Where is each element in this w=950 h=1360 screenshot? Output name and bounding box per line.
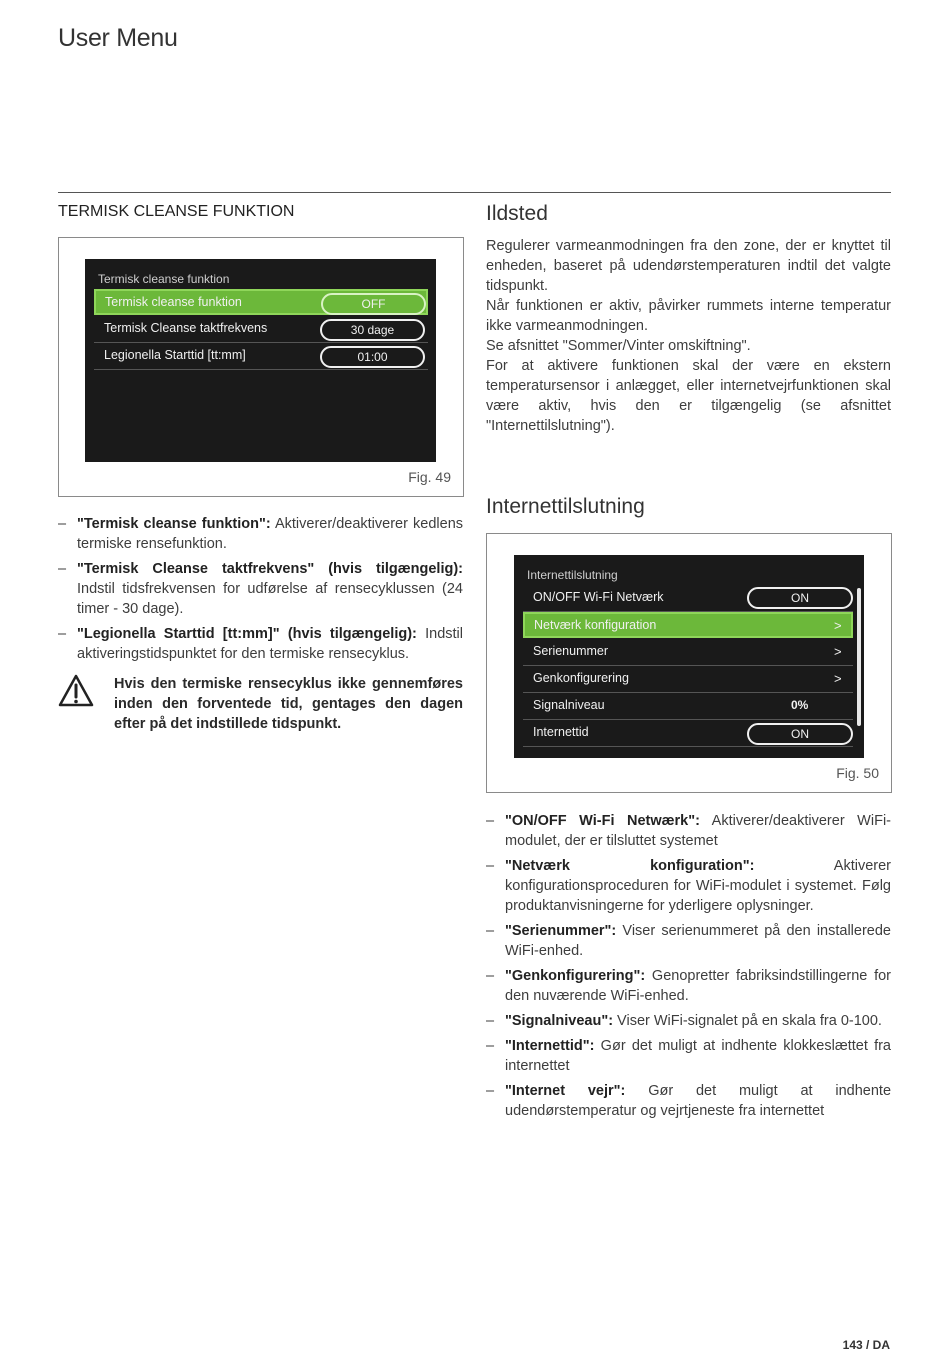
paragraph: For at aktivere funktionen skal der være en ekstern temperatursensor i anlægget, eller internetvejrfunktionen skal være aktiv, hvis den er tilgængelig (se afsnittet "Internettilslutning").: [486, 358, 891, 434]
list-item: – "Internet vejr": Gør det muligt at indhente udendørstemperatur og vejrtjeneste fra internettet: [486, 1083, 892, 1119]
warning-block: [58, 672, 463, 742]
menu-row-label: Serienummer: [533, 644, 609, 658]
list-item: – "Legionella Starttid [tt:mm]" (hvis tilgængelig): Indstil aktiveringstidspunktet for den termiske rensecyklus.: [58, 626, 463, 662]
menu-row-legionella[interactable]: [94, 343, 428, 370]
menu-row-label: Legionella Starttid [tt:mm]: [104, 348, 246, 362]
menu-row-signalniveau: [523, 693, 853, 720]
paragraph: Se afsnittet "Sommer/Vinter omskiftning".: [486, 338, 751, 354]
list-item: – "Signalniveau": Viser WiFi-signalet på en skala fra 0-100.: [486, 1013, 882, 1029]
paragraph: Når funktionen er aktiv, påvirker rummets interne temperatur ikke varmeanmodningen.: [486, 298, 891, 334]
display-screen: [85, 259, 436, 462]
figure-50: [486, 533, 892, 793]
menu-row-label: Netværk konfiguration: [534, 618, 657, 632]
paragraph: Regulerer varmeanmodningen fra den zone, der er knyttet til enheden, baseret på udendørstemperaturen indtil det valgte tidspunkt.: [486, 238, 891, 294]
signal-value: 0%: [791, 698, 809, 712]
list-item: – "Genkonfigurering": Genopretter fabriksindstillingerne for den nuværende WiFi-enhed.: [486, 968, 891, 1004]
menu-row-netvaerk-konfiguration[interactable]: [523, 612, 853, 638]
display-screen: [514, 555, 864, 758]
screen-title: Internettilslutning: [527, 568, 618, 582]
menu-row-label: Signalniveau: [533, 698, 605, 712]
right-bullet-list: [486, 811, 891, 1126]
page-header-title: User Menu: [58, 24, 178, 52]
menu-row-termisk-cleanse[interactable]: [94, 289, 428, 315]
menu-row-label: Genkonfigurering: [533, 671, 629, 685]
value-pill: 01:00: [320, 346, 425, 368]
figure-caption: Fig. 50: [836, 765, 879, 781]
value-pill: ON: [747, 587, 853, 609]
menu-row-label: Termisk Cleanse taktfrekvens: [104, 321, 268, 335]
screen-title: Termisk cleanse funktion: [98, 272, 230, 286]
list-item: – "ON/OFF Wi-Fi Netwærk": Aktiverer/deaktiverer WiFi-modulet, der er tilsluttet systemet: [486, 813, 891, 849]
list-item: – "Termisk cleanse funktion": Aktiverer/deaktiverer kedlens termiske rensefunktion.: [58, 516, 464, 552]
chevron-right-icon: >: [834, 644, 842, 659]
figure-49: [58, 237, 464, 497]
warning-triangle-icon: [58, 674, 94, 708]
menu-row-label: Termisk cleanse funktion: [105, 295, 242, 309]
section-divider: [58, 192, 891, 193]
menu-row-genkonfigurering[interactable]: [523, 666, 853, 693]
list-item: – "Internettid": Gør det muligt at indhente klokkeslættet fra internettet: [486, 1038, 891, 1074]
menu-row-serienummer[interactable]: [523, 639, 853, 666]
menu-row-label: ON/OFF Wi-Fi Netværk: [533, 590, 664, 604]
left-bullet-list: [58, 514, 463, 669]
value-pill: 30 dage: [320, 319, 425, 341]
section-title-internettilslutning: Internettilslutning: [486, 495, 645, 518]
chevron-right-icon: >: [834, 671, 842, 686]
page-number: 143 / DA: [842, 1338, 890, 1352]
chevron-right-icon: >: [834, 618, 842, 633]
section-title-termisk: TERMISK CLEANSE FUNKTION: [58, 203, 295, 220]
value-pill: OFF: [321, 293, 426, 315]
list-item: – "Netværk konfiguration": Aktiverer konfigurationsproceduren for WiFi-modulet i systemet. Følg produktanvisningerne for yderligere oplysninger.: [486, 858, 892, 914]
menu-row-label: Internettid: [533, 725, 589, 739]
ildsted-text: [486, 236, 891, 436]
menu-row-wifi-onoff[interactable]: [523, 585, 853, 612]
scrollbar[interactable]: [857, 588, 861, 726]
value-pill: ON: [747, 723, 853, 745]
menu-row-taktfrekvens[interactable]: [94, 316, 428, 343]
list-item: – "Serienummer": Viser serienummeret på den installerede WiFi-enhed.: [486, 923, 891, 959]
menu-row-internettid[interactable]: [523, 720, 853, 747]
figure-caption: Fig. 49: [408, 469, 451, 485]
warning-text: Hvis den termiske rensecyklus ikke gennemføres inden den forventede tid, gentages den dagen efter på det indstillede tidspunkt.: [114, 676, 463, 732]
section-title-ildsted: Ildsted: [486, 202, 548, 225]
list-item: – "Termisk Cleanse taktfrekvens" (hvis tilgængelig): Indstil tidsfrekvensen for udførelse af rensecyklussen (24 timer - 30 dage).: [58, 561, 463, 617]
